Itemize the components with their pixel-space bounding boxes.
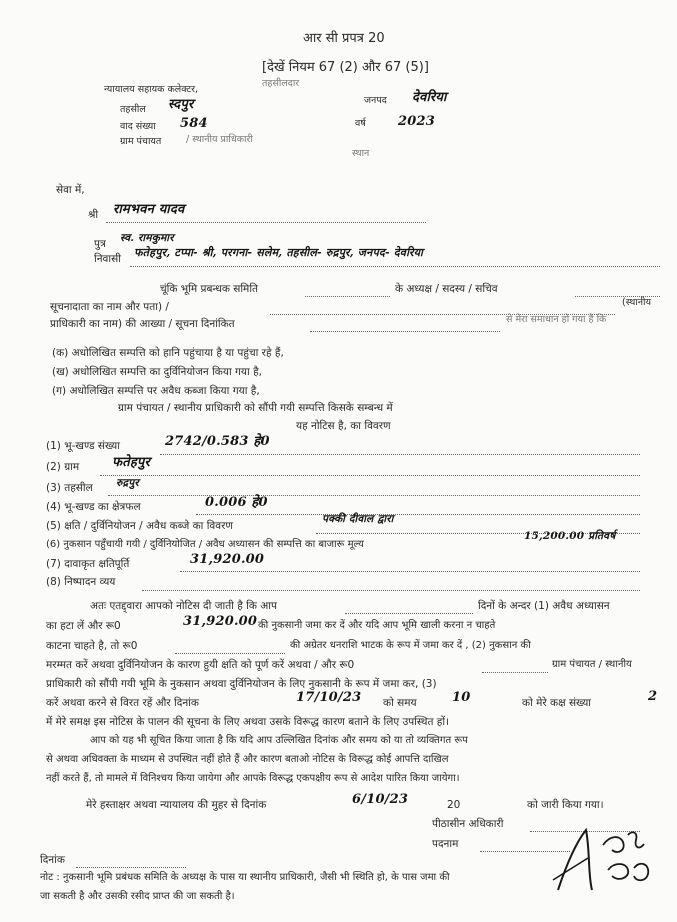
gram-faint: / स्थानीय प्राधिकारी [186,134,253,145]
putra-label: पुत्र [94,238,106,250]
intro-line1-b: के अध्यक्ष / सदस्य / सचिव [395,283,498,295]
address-value: फतेहपुर, टप्पा- श्री, परगना- सलेम, तहसील- रुद्रपुर, जनपद- देवरिया [134,246,424,259]
detail-line-7 [180,571,640,572]
body-p1-l6-b: को समय [383,697,417,709]
place-label: स्थान [352,148,370,159]
body-p1-l5: प्राधिकारी को सौंपी गयी भूमि के नुकसान अथवा दुर्विनियोजन के लिए नुकसानी के रूप में जमा कर, (3) [46,678,437,690]
intro-line3-dots [310,331,500,332]
body-p2-l3: नहीं करते हैं, तो मामले में विनिश्चय किया जायेगा और आपके विरूद्ध एकपक्षीय रूप से आदेश पारित किया जायेगा। [46,773,460,784]
intro-line1-a: चूंकि भूमि प्रबन्धक समिति [160,283,259,295]
body-p1-l7: में मेरे समक्ष इस नोटिस के पालन की सूचना के लिए अथवा उसके विरूद्ध कारण बताने के लिए उपस्थित हों। [46,716,450,728]
body-p1-l3-a: काटना चाहते है, तो रू0 [46,640,138,652]
detail-label-compensation: (7) दावाकृत क्षतिपूर्ति [46,558,130,570]
body-p1-l4-a: मरम्मत करें अथवा दुर्विनियोजन के कारण हुयी क्षति को पूर्ण करें अथवा / और रू0 [46,659,355,671]
seal-text-b: को जारी किया गया। [527,799,604,811]
body-p1-l6-a: करें अथवा करने से विरत रहें और दिनांक [46,697,199,709]
name-line [106,222,426,223]
gram-label: ग्राम पंचायत [120,136,162,147]
body-p1-l1-b: दिनों के अन्दर (1) अवैध अध्यासन [478,600,610,612]
year-label: वर्ष [355,118,366,129]
body-days-dots [345,613,473,614]
note-line1: नोट : नुकसानी भूमि प्रबंधक समिति के अध्यक्ष के पास या स्थानीय प्राधिकारी, जैसी भी स्थिति हो, के पास जमा की [40,872,450,883]
condition-kha: (ख) अधोलिखित सम्पत्ति का दुर्विनियोजन किया गया है, [52,366,262,378]
body-rent-dots [175,653,285,654]
room-number: 2 [648,689,658,704]
date-line [76,867,186,868]
detail-label-village: (2) ग्राम [46,461,80,473]
body-p1-l1-a: अतः एतद्द्वारा आपको नोटिस दी जाती है कि आप [90,600,277,612]
presiding-officer: पीठासीन अधिकारी [432,818,504,830]
detail-label-plot-number: (1) भू-खण्ड संख्या [46,440,120,452]
address-line [130,266,660,267]
form-title: आर सी प्रपत्र 20 [303,31,385,46]
detail-value-plot-number: 2742/0.583 हे0 [165,434,270,449]
body-p2-l2: से अथवा अधिवक्ता के माध्यम से उपस्थित नहीं होते हैं और कारण बताओ नोटिस के विरूद्ध कोई आपत्ति दाखिल [46,754,449,765]
damages-amount: 31,920.00 [183,614,258,629]
body-amount-dots [482,672,548,673]
addressee-name: रामभवन यादव [113,202,185,217]
janpad-value: देवरिया [412,90,447,105]
detail-value-damage: पक्की दीवाल द्वारा [322,513,394,525]
detail-line-2 [100,475,640,476]
court-suffix: तहसीलदार [262,78,300,89]
year-value: 2023 [398,114,435,129]
tehsil-label: तहसील [120,104,146,115]
designation-label: पदनाम [432,838,459,850]
detail-line-4 [196,514,640,515]
property-intro-1: ग्राम पंचायत / स्थानीय प्राधिकारी को सौंपी गयी सम्पत्ति किसके सम्बन्ध में [118,402,393,414]
detail-value-market-value: 15,200.00 प्रतिवर्ष [524,530,616,542]
case-label: वाद संख्या [120,121,156,132]
hearing-time: 10 [452,690,471,705]
detail-label-execution-cost: (8) निष्पादन व्यय [46,576,116,588]
body-p2-l1: आप को यह भी सूचित किया जाता है कि यदि आप उल्लिखित दिनांक और समय को या तो व्यक्तिगत रूप [90,735,468,746]
detail-label-tehsil: (3) तहसील [46,482,93,494]
body-p1-l6-c: को मेरे कक्ष संख्या [522,697,592,709]
seal-text-a: मेरे हस्ताक्षर अथवा न्यायालय की मुहर से दिनांक [86,799,267,811]
detail-line-8 [142,590,640,591]
seva-me: सेवा में, [56,184,85,196]
detail-value-village: फतेहपुर [112,455,151,470]
detail-label-damage: (5) क्षति / दुर्विनियोजन / अवैध कब्जे का विवरण [46,520,233,532]
property-intro-2: यह नोटिस है, का विवरण [296,420,391,432]
janpad-label: जनपद [364,95,387,106]
condition-ka: (क) अधोलिखित सम्पत्ति को हानि पहुंचाया है या पहुंचा रहे हैं, [52,347,284,359]
intro-line2-b: (स्थानीय [622,297,651,308]
body-p1-l4-b: ग्राम पंचायत / स्थानीय [552,659,632,670]
father-name: स्व. रामकुमार [120,232,174,244]
rule-reference: [देखें नियम 67 (2) और 67 (5)] [262,60,429,75]
issue-date: 6/10/23 [352,792,409,807]
intro-line2-a: सूचनादाता का नाम और पता) / [50,301,169,313]
officer-signature [548,820,668,900]
intro-line3-b: से मेरा समाधान हो गया है कि [506,314,607,325]
body-p1-l2-a: का हटा लें और रू0 [46,620,121,632]
court-label: न्यायालय सहायक कलेक्टर, [104,84,199,95]
detail-line-1 [160,454,640,455]
detail-label-market-value: (6) नुकसान पहुँचायी गयी / दुर्विनियोजित / अवैध अध्यासन की सम्पत्ति का बाजारू मूल्य [46,539,364,550]
seal-year: 20 [447,799,461,811]
detail-value-area: 0.006 हे0 [205,495,268,510]
detail-label-area: (4) भू-खण्ड का क्षेत्रफल [46,501,141,513]
detail-line-3 [108,495,640,496]
note-line2: जा सकती है और उसकी रसीद प्राप्त की जा सकती है। [40,891,235,902]
tehsil-value: स्दपुर [168,97,194,112]
nivasi-label: निवासी [94,253,121,265]
detail-value-compensation: 31,920.00 [190,552,265,567]
shri-label: श्री [88,209,99,221]
case-number: 584 [180,116,208,131]
condition-ga: (ग) अधोलिखित सम्पत्ति पर अवैध कब्जा किया गया है, [52,385,260,397]
intro-line1-dots [305,296,390,297]
detail-value-tehsil: रुद्रपुर [116,477,139,489]
body-p1-l3-b: की अग्रेतर धनराशि भाटक के रूप में जमा कर दें , (2) नुकसान की [290,640,531,651]
intro-line3-a: प्राधिकारी का नाम) की आख्या / सूचना दिनांकित [50,318,235,330]
hearing-date: 17/10/23 [296,690,362,705]
date-label: दिनांक [40,854,65,866]
body-p1-l2-b: की नुकसानी जमा कर दें और यदि आप भूमि खाली करना न चाहते [258,620,496,631]
